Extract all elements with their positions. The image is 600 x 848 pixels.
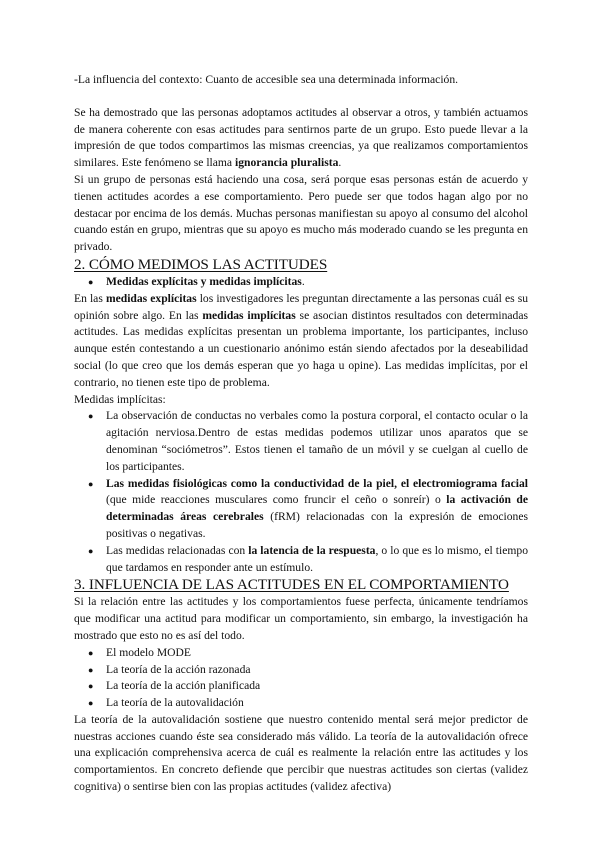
- implicit-measures-term: medidas implícitas: [202, 308, 296, 322]
- explicit-measures-term: medidas explícitas: [105, 291, 197, 305]
- list-item: ● La observación de conductas no verbales como la postura corporal, el contacto ocular o la agitación nerviosa.Dentro de estas medidas podemos utilizar unos aparatos que se denominan “sociómetros”. Estos tienen el tamaño de un móvil y se cuelgan al cuello de los participantes.: [74, 408, 528, 475]
- list-item: ● Las medidas fisiológicas como la conductividad de la piel, el electromiograma facial (que mide reacciones musculares como fruncir el ceño o sonreír) o la activación de determinadas áreas cerebrales (fRM) relacionadas con la expresión de emociones positivas o negativas.: [74, 476, 528, 543]
- group-behavior-paragraph: Si un grupo de personas está haciendo una cosa, será porque esas personas están de acuerdo y tienen actitudes acordes a ese comportamiento. Pero puede ser que todos hagan algo por no destacar por encima de los demás. Muchas personas manifiestan su apoyo al consumo del alcohol cuando están en grupo, mientras que su apoyo es mucho más moderado cuando se les pregunta en privado.: [74, 172, 528, 254]
- relationship-paragraph: Si la relación entre las actitudes y los comportamientos fuese perfecta, únicamente tendríamos que modificar una actitud para modificar un comportamiento, sin embargo, la investigación ha mostrado que esto no es así del todo.: [74, 595, 528, 642]
- list-item: ● La teoría de la autovalidación: [74, 695, 528, 712]
- measures-bullet-list: [74, 274, 528, 291]
- section-heading-measuring-attitudes: 2. CÓMO MEDIMOS LAS ACTITUDES: [74, 255, 328, 273]
- pluralistic-ignorance-term: ignorancia pluralista: [234, 156, 339, 170]
- list-item: ● El modelo MODE: [74, 645, 528, 662]
- self-validation-paragraph: La teoría de la autovalidación sostiene que nuestro contenido mental será mejor predictor de nuestras acciones cuando éste sea considerado más válido. La teoría de la autovalidación ofrece una explicación comprehensiva acerca de cuál es realmente la relación entre las actitudes y los comportamientos. En concreto defiende que percibir que nuestras actitudes son ciertas (validez cognitiva) o sentirse bien con las propias actitudes (validez afectiva): [74, 712, 528, 794]
- context-influence-line: -La influencia del contexto: Cuanto de accesible sea una determinada información.: [74, 73, 459, 86]
- models-list: [74, 645, 528, 712]
- explicit-implicit-paragraph: En las medidas explícitas los investigadores les preguntan directamente a las personas cuál es su opinión sobre algo. En las medidas implícitas se asocian distintos resultados con determinadas actitudes. Las medidas explícitas presentan un problema importante, los participantes, incluso aunque estén contestando a un cuestionario anónimo están siendo afectados por la deseabilidad social (lo que creo que los demás esperan que yo haga u opine). Las medidas implícitas, por el contrario, no tienen este tipo de problema.: [74, 291, 529, 389]
- document-page: [74, 72, 528, 796]
- implicit-measures-label: Medidas implícitas:: [74, 392, 166, 406]
- section-heading-attitudes-behavior: 3. INFLUENCIA DE LAS ACTITUDES EN EL COMPORTAMIENTO: [74, 576, 509, 594]
- list-item: ● La teoría de la acción planificada: [74, 678, 528, 695]
- list-item: ● Medidas explícitas y medidas implícitas.: [74, 274, 528, 291]
- pluralistic-ignorance-paragraph: Se ha demostrado que las personas adoptamos actitudes al observar a otros, y también actuamos de manera coherente con esas actitudes para sentirnos parte de un grupo. Esto puede llevar a la impresión de que todos compartimos las mismas creencias, ya que realizamos comportamientos similares. Este fenómeno se llama ignorancia pluralista.: [74, 105, 528, 170]
- list-item: ● Las medidas relacionadas con la latencia de la respuesta, o lo que es lo mismo, el tiempo que tardamos en responder ante un estímulo.: [74, 543, 528, 577]
- list-item: ● La teoría de la acción razonada: [74, 662, 528, 679]
- implicit-measures-list: [74, 408, 528, 576]
